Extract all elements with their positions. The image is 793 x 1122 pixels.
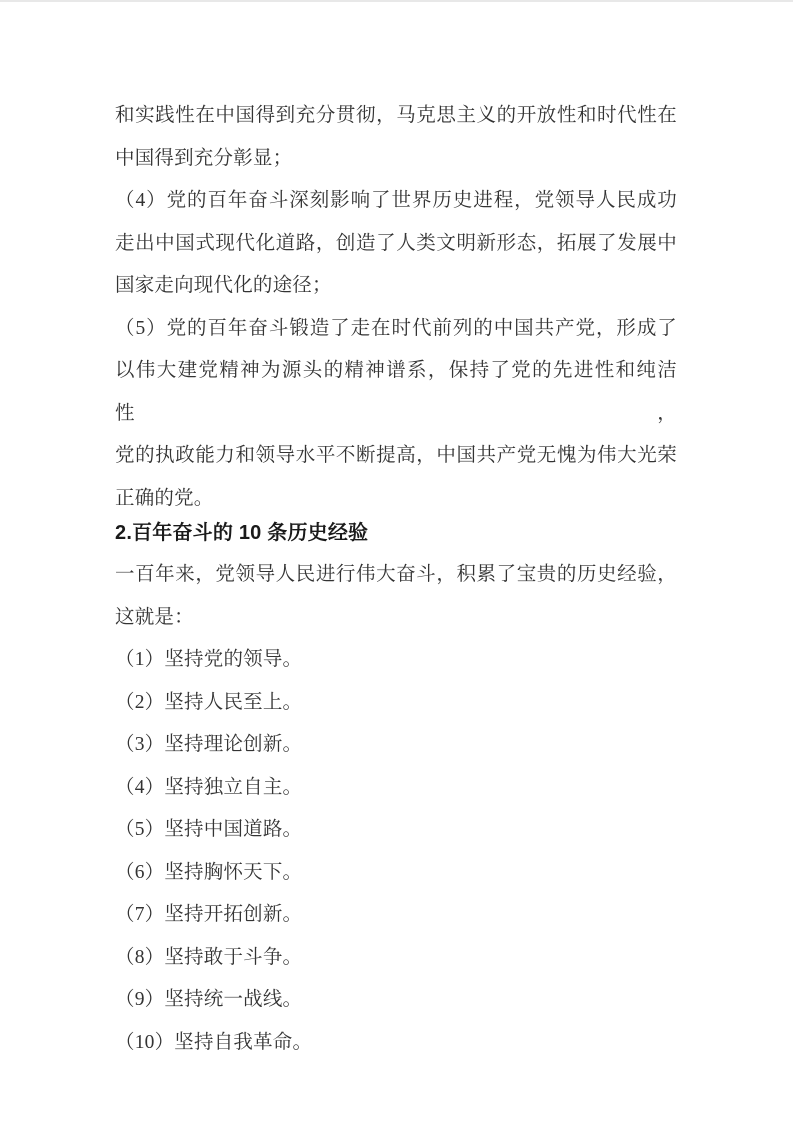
paragraph-line: 和实践性在中国得到充分贯彻，马克思主义的开放性和时代性在 [115, 105, 677, 126]
paragraph-intro [115, 554, 677, 639]
list-item: （3）坚持理论创新。 [115, 734, 303, 755]
list-item: （9）坚持统一战线。 [115, 989, 303, 1010]
list-item: （5）坚持中国道路。 [115, 819, 303, 840]
list-item: （6）坚持胸怀天下。 [115, 861, 303, 883]
paragraph-continuation [115, 95, 677, 180]
paragraph-point-4 [115, 180, 677, 308]
list-item: （10）坚持自我革命。 [115, 1031, 313, 1053]
paragraph-line: 党的执政能力和领导水平不断提高，中国共产党无愧为伟大光荣 [115, 445, 677, 466]
section-heading: 2.百年奋斗的 10 条历史经验 [115, 522, 369, 544]
paragraph-line: （4）党的百年奋斗深刻影响了世界历史进程，党领导人民成功 [115, 190, 677, 211]
paragraph-line: 以伟大建党精神为源头的精神谱系，保持了党的先进性和纯洁性， [115, 360, 677, 424]
list-item: （2）坚持人民至上。 [115, 691, 303, 713]
experience-list [115, 639, 677, 1064]
document-content [115, 0, 677, 1064]
list-item: （1）坚持党的领导。 [115, 649, 303, 670]
paragraph-line: 国家走向现代化的途径； [115, 275, 332, 296]
list-item: （4）坚持独立自主。 [115, 776, 303, 798]
paragraph-line: 中国得到充分彰显； [115, 147, 293, 169]
paragraph-line: 走出中国式现代化道路，创造了人类文明新形态，拓展了发展中 [115, 232, 677, 254]
paragraph-line: （5）党的百年奋斗锻造了走在时代前列的中国共产党，形成了 [115, 317, 677, 339]
paragraph-point-5 [115, 308, 677, 521]
paragraph-line: 一百年来，党领导人民进行伟大奋斗，积累了宝贵的历史经验， [115, 564, 677, 585]
paragraph-line: 正确的党。 [115, 487, 214, 509]
paragraph-line: 这就是： [115, 606, 194, 628]
list-item: （7）坚持开拓创新。 [115, 904, 303, 925]
list-item: （8）坚持敢于斗争。 [115, 946, 303, 968]
